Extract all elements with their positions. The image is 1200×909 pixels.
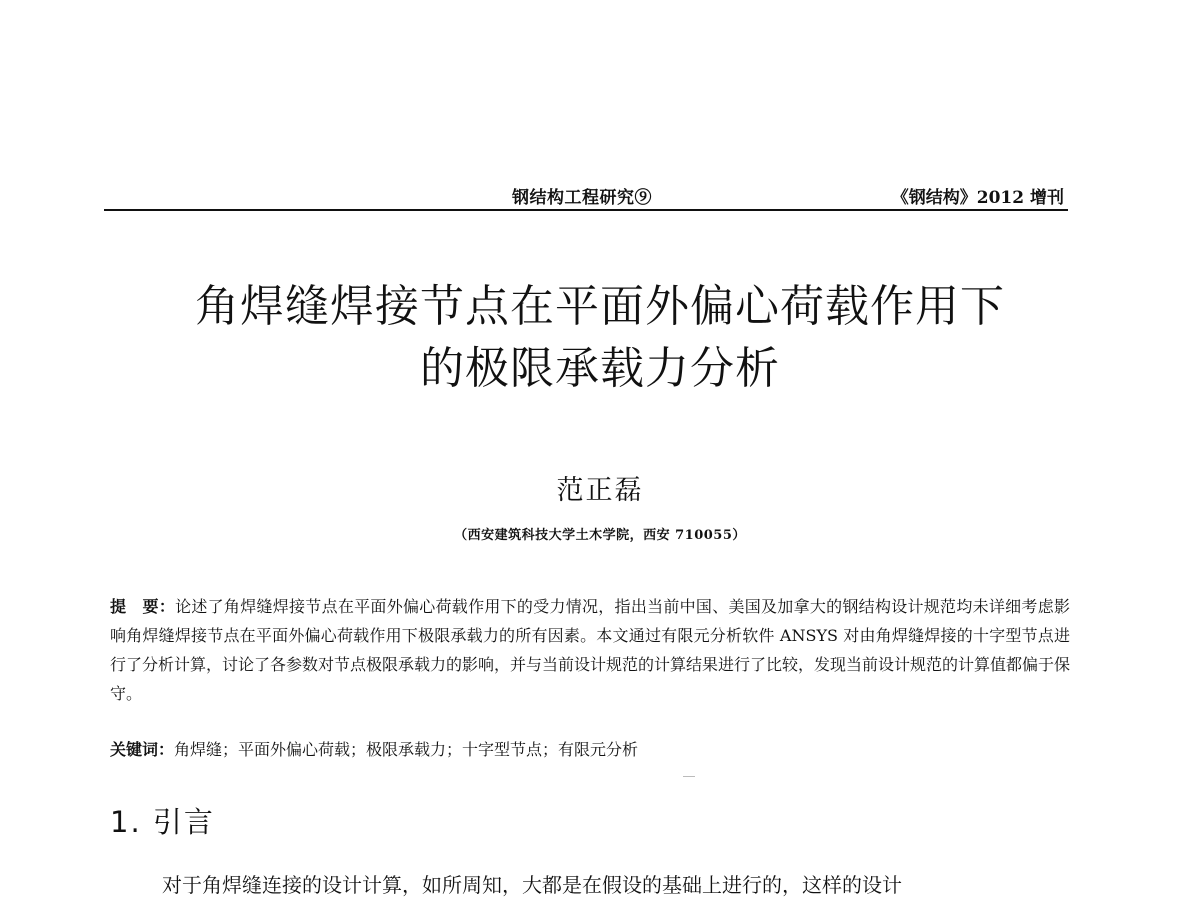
journal-issue: 《钢结构》2012 增刊 [891, 188, 1064, 208]
keywords-text: 角焊缝；平面外偏心荷载；极限承载力；十字型节点；有限元分析 [174, 740, 639, 759]
abstract [110, 592, 1070, 708]
paper-title-line-1: 角焊缝焊接节点在平面外偏心荷载作用下 [195, 281, 1005, 332]
keywords [110, 735, 1070, 764]
paper-title-line-2: 的极限承载力分析 [420, 343, 780, 394]
keywords-label: 关键词： [110, 740, 175, 759]
running-header [104, 175, 1068, 211]
scan-speck [683, 776, 695, 777]
section-heading-introduction: 1. 引言 [110, 805, 215, 839]
cutoff-next-line [110, 902, 810, 909]
abstract-text: 论述了角焊缝焊接节点在平面外偏心荷载作用下的受力情况，指出当前中国、美国及加拿大的钢结构设计规范均未详细考虑影响角焊缝焊接节点在平面外偏心荷载作用下极限承载力的所有因素。本文通过有限元分析软件 ANSYS 对由角焊缝焊接的十字型节点进行了分析计算，讨论了各参数对节点极限承载力的影响，并与当前设计规范的计算结果进行了比较，发现当前设计规范的计算值都偏于保守。 [110, 597, 1071, 703]
cutoff-next-line-fragment [490, 902, 790, 909]
introduction-paragraph: 对于角焊缝连接的设计计算，如所周知，大都是在假设的基础上进行的，这样的设计 [162, 873, 902, 897]
author-affiliation: （西安建筑科技大学土木学院，西安 710055） [454, 528, 746, 543]
abstract-label: 提 要： [110, 597, 176, 616]
author-name: 范正磊 [556, 475, 644, 506]
paper-title [60, 276, 1140, 400]
series-title: 钢结构工程研究⑨ [512, 188, 652, 208]
